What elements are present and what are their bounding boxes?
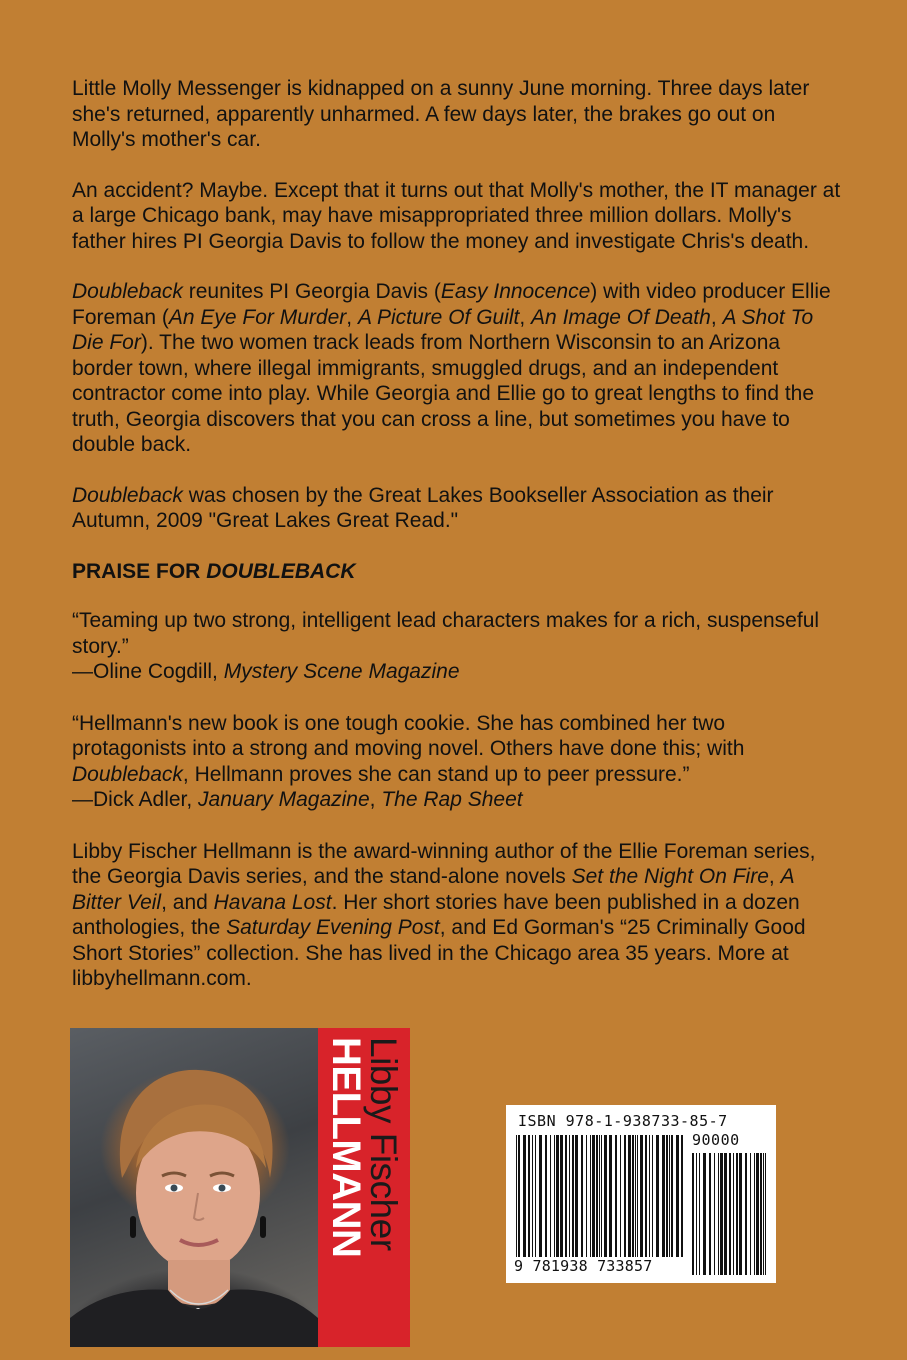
barcode-bar bbox=[523, 1135, 526, 1257]
barcode-bar bbox=[724, 1153, 727, 1275]
barcode-bar bbox=[637, 1135, 638, 1257]
barcode-bar bbox=[756, 1153, 759, 1275]
author-photo-block bbox=[70, 1028, 410, 1347]
back-cover-text bbox=[72, 76, 842, 1017]
author-name bbox=[324, 1037, 404, 1337]
barcode-bar bbox=[729, 1153, 731, 1275]
barcode-bar bbox=[632, 1135, 634, 1257]
author-name-band bbox=[318, 1028, 410, 1347]
barcode-bar bbox=[709, 1153, 711, 1275]
praise-quote-1: “Teaming up two strong, intelligent lead characters makes for a rich, suspenseful story.” —Oline Cogdill, Mystery Scene Magazine bbox=[72, 609, 820, 683]
barcode-bar bbox=[609, 1135, 612, 1257]
barcode-bar bbox=[703, 1153, 706, 1275]
barcode-bar bbox=[662, 1135, 665, 1257]
barcode-bar bbox=[560, 1135, 563, 1257]
author-last-name: HELLMANN bbox=[324, 1037, 368, 1258]
barcode-bar bbox=[586, 1135, 587, 1257]
barcode-bar bbox=[763, 1153, 764, 1275]
barcode-bar bbox=[601, 1135, 602, 1257]
barcode-bar bbox=[669, 1135, 670, 1257]
barcode-bar bbox=[615, 1135, 617, 1257]
barcode-bar bbox=[736, 1153, 738, 1275]
barcode-bar bbox=[645, 1135, 647, 1257]
barcode-bar bbox=[604, 1135, 607, 1257]
barcode-bar bbox=[620, 1135, 621, 1257]
blurb-paragraph-3: Doubleback reunites PI Georgia Davis (Easy Innocence) with video producer Ellie Foreman (An Eye For Murder, A Picture Of Guilt, An Image Of Death, A Shot To Die For). The two women track leads from Northern Wisconsin to an Arizona border town, where illegal immigrants, smuggled drugs, and an independent contractor come into play. While Georgia and Ellie go to great lengths to find the truth, Georgia discovers that you can cross a line, but sometimes you have to double back. bbox=[72, 280, 831, 456]
barcode-bar bbox=[676, 1135, 679, 1257]
blurb-paragraph-1: Little Molly Messenger is kidnapped on a sunny June morning. Three days later she's returned, apparently unharmed. A few days later, the brakes go out on Molly's mother's car. bbox=[72, 77, 810, 151]
isbn-label: ISBN 978-1-938733-85-7 bbox=[518, 1112, 728, 1130]
barcode-bar bbox=[575, 1135, 578, 1257]
praise-quote-2: “Hellmann's new book is one tough cookie. She has combined her two protagonists into a strong and moving novel. Others have done this; with Doubleback, Hellmann proves she can stand up to peer pressure.” —Dick Adler, January Magazine, The Rap Sheet bbox=[72, 711, 745, 811]
barcode-bar bbox=[532, 1135, 533, 1257]
barcode-bar bbox=[692, 1153, 694, 1275]
barcode-bar bbox=[535, 1135, 536, 1257]
isbn-barcode bbox=[506, 1105, 776, 1283]
barcode-bar bbox=[545, 1135, 547, 1257]
barcode-bar bbox=[718, 1153, 719, 1275]
praise-heading: PRAISE FOR DOUBLEBACK bbox=[72, 559, 356, 583]
barcode-bar bbox=[714, 1153, 715, 1275]
barcode-bar bbox=[760, 1153, 762, 1275]
barcode-bar bbox=[656, 1135, 659, 1257]
barcode-bar bbox=[569, 1135, 570, 1257]
barcode-bar bbox=[720, 1153, 723, 1275]
barcode-bar bbox=[565, 1135, 567, 1257]
barcode-bar bbox=[681, 1135, 683, 1257]
author-bio: Libby Fischer Hellmann is the award-winning author of the Ellie Foreman series, the Georgia Davis series, and the stand-alone novels Set the Night On Fire, A Bitter Veil, and Havana Lost. Her short stories have been published in a dozen anthologies, the Saturday Evening Post, and Ed Gorman's “25 Criminally Good Short Stories” collection. She has lived in the Chicago area 35 years. More at libbyhellmann.com. bbox=[72, 839, 816, 990]
barcode-bar bbox=[765, 1153, 766, 1275]
barcode-bar bbox=[635, 1135, 636, 1257]
barcode-bar bbox=[649, 1135, 650, 1257]
barcode-bar bbox=[572, 1135, 574, 1257]
author-photo bbox=[70, 1028, 318, 1347]
barcode-bar bbox=[733, 1153, 734, 1275]
author-portrait-illustration bbox=[70, 1028, 318, 1347]
barcode-bar bbox=[624, 1135, 626, 1257]
barcode-bar bbox=[599, 1135, 600, 1257]
barcode-bar bbox=[592, 1135, 595, 1257]
barcode-bar bbox=[539, 1135, 542, 1257]
barcode-bar bbox=[754, 1153, 755, 1275]
barcode-bar bbox=[666, 1135, 668, 1257]
barcode-addon-number: 90000 bbox=[692, 1131, 740, 1149]
author-first-name: Libby Fischer bbox=[363, 1037, 404, 1251]
barcode-bar bbox=[516, 1135, 517, 1257]
blurb-paragraph-2: An accident? Maybe. Except that it turns out that Molly's mother, the IT manager at a large Chicago bank, may have misappropriated three million dollars. Molly's father hires PI Georgia Davis to follow the money and investigate Chris's death. bbox=[72, 178, 841, 253]
barcode-bar bbox=[699, 1153, 700, 1275]
barcode-ean-number: 9 781938 733857 bbox=[514, 1257, 653, 1275]
barcode-bar bbox=[581, 1135, 583, 1257]
barcode-bar bbox=[550, 1135, 551, 1257]
barcode-bar bbox=[518, 1135, 520, 1257]
barcode-bar bbox=[671, 1135, 673, 1257]
barcode-bar bbox=[696, 1153, 697, 1275]
barcode-bar bbox=[590, 1135, 591, 1257]
barcode-bar bbox=[528, 1135, 530, 1257]
barcode-bar bbox=[745, 1153, 747, 1275]
barcode-bar bbox=[596, 1135, 598, 1257]
barcode-bar bbox=[750, 1153, 751, 1275]
barcode-bar bbox=[628, 1135, 631, 1257]
barcode-bar bbox=[556, 1135, 559, 1257]
blurb-paragraph-4: Doubleback was chosen by the Great Lakes Bookseller Association as their Autumn, 2009 "Great Lakes Great Read." bbox=[72, 483, 774, 532]
barcode-bar bbox=[554, 1135, 555, 1257]
barcode-bar bbox=[652, 1135, 653, 1257]
barcode-bar bbox=[640, 1135, 643, 1257]
barcode-bar bbox=[739, 1153, 742, 1275]
